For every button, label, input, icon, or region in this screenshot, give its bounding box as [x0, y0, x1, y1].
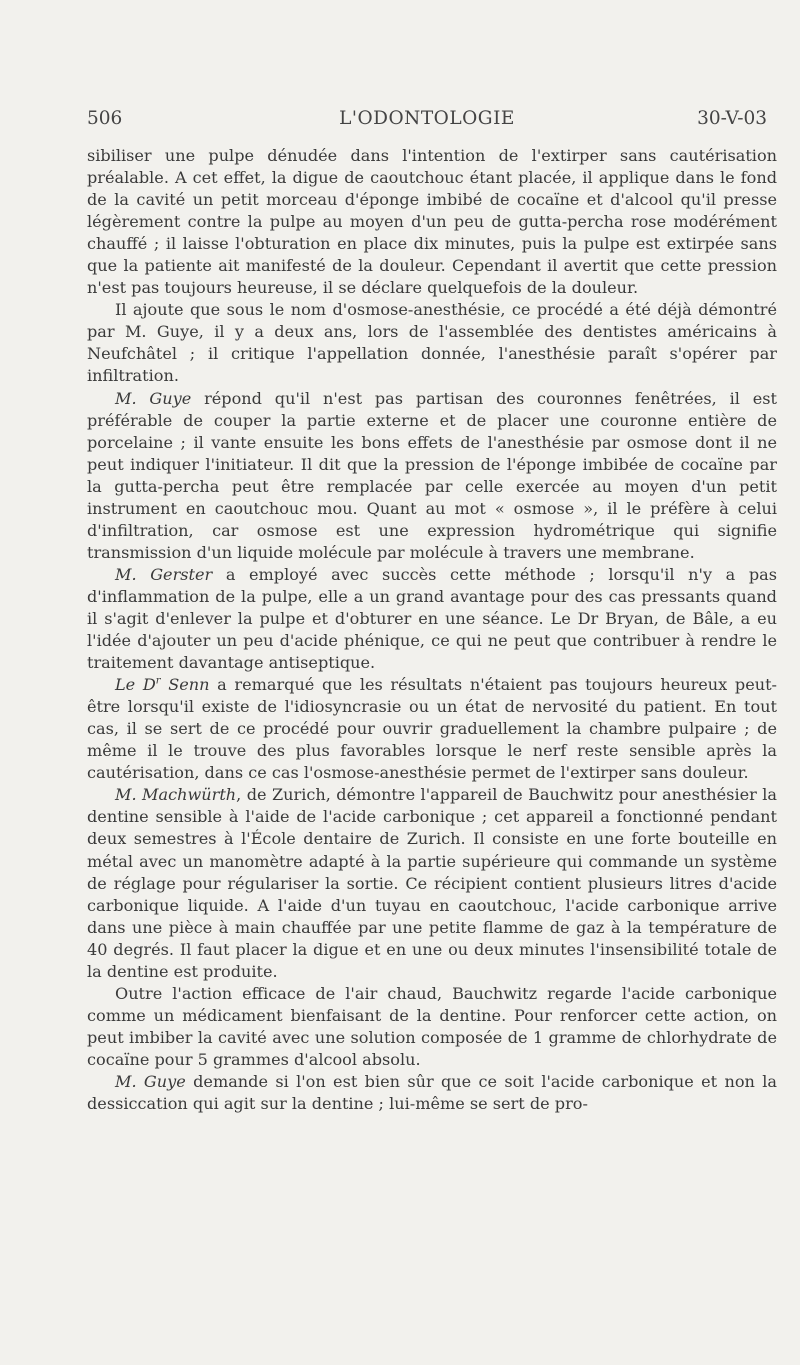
paragraph	[87, 564, 777, 674]
speaker-name: M. Guye	[115, 388, 192, 408]
paragraph-text: , de Zurich, démontre l'appareil de Bauchwitz pour anesthésier la dentine sensible à l'aide de l'acide carbonique ; cet appareil a fonctionné pendant deux semestres à l'École dentaire de Zurich. Il consiste en une forte bouteille en métal avec un manomètre adapté à la partie supérieure qui commande un système de réglage pour régulariser la sortie. Ce récipient contient plusieurs litres d'acide carbonique liquide. A l'aide d'un tuyau en caoutchouc, l'acide carbonique arrive dans une pièce à main chauffée par une petite flamme de gaz à la température de 40 degrés. Il faut placer la digue et en une ou deux minutes l'insensibilité totale de la dentine est produite.	[87, 785, 777, 981]
issue-date: 30-V-03	[697, 108, 767, 129]
paragraph	[87, 388, 777, 564]
speaker-name: M. Machwürth	[115, 785, 237, 805]
paragraph	[87, 784, 777, 982]
speaker-name: M. Gerster	[115, 564, 213, 584]
speaker-surname: Senn	[160, 675, 210, 695]
paragraph-text: sibiliser une pulpe dénudée dans l'intention de l'extirper sans cautérisation préalable. A cet effet, la digue de caoutchouc étant placée, il applique dans le fond de la cavité un petit morceau d'éponge imbibé de cocaïne et d'alcool qu'il presse légèrement contre la pulpe au moyen d'un peu de gutta-percha rose modérément chauffé ; il laisse l'obturation en place dix minutes, puis la pulpe est extirpée sans que la patiente ait manifesté de la douleur. Cependant il avertit que cette pression n'est pas toujours heureuse, il se déclare quelquefois de la douleur.	[87, 146, 777, 298]
paragraph-text: demande si l'on est bien sûr que ce soit l'acide carbonique et non la dessiccation qui agit sur la dentine ; lui-même se sert de pro-	[87, 1071, 777, 1114]
paragraph-text: Outre l'action efficace de l'air chaud, Bauchwitz regarde l'acide carbonique comme un médicament bienfaisant de la dentine. Pour renforcer cette action, on peut imbiber la cavité avec une solution composée de 1 gramme de chlorhydrate de cocaïne pour 5 grammes d'alcool absolu.	[87, 983, 777, 1069]
body-text	[87, 145, 777, 1115]
paragraph	[87, 674, 777, 784]
paragraph	[87, 145, 777, 299]
paragraph	[87, 983, 777, 1071]
speaker-name: Le D	[115, 675, 156, 695]
paragraph-text: a employé avec succès cette méthode ; lorsqu'il n'y a pas d'inflammation de la pulpe, elle a un grand avantage pour des cas pressants quand il s'agit d'enlever la pulpe et d'obturer en une séance. Le Dr Bryan, de Bâle, a eu l'idée d'ajouter un peu d'acide phénique, ce qui ne peut que contribuer à rendre le traitement davantage antiseptique.	[87, 564, 777, 673]
running-title: L'ODONTOLOGIE	[339, 108, 515, 129]
speaker-title-superscript: r	[155, 675, 161, 687]
paragraph-text: répond qu'il n'est pas partisan des couronnes fenêtrées, il est préférable de couper la partie externe et de placer une couronne entière de porcelaine ; il vante ensuite les bons effets de l'anesthésie par osmose dont il ne peut indiquer l'initiateur. Il dit que la pression de l'éponge imbibée de cocaïne par la gutta-percha peut être remplacée par celle exercée au moyen d'un petit instrument en caoutchouc mou. Quant au mot « osmose », il le préfère à celui d'infiltration, car osmose est une expression hydrométrique qui signifie transmission d'un liquide molécule par molécule à travers une membrane.	[87, 388, 777, 562]
running-header	[87, 108, 767, 134]
speaker-name: M. Guye	[115, 1071, 186, 1091]
paragraph-text: a remarqué que les résultats n'étaient pas toujours heureux peut-être lorsqu'il existe de l'idiosyncrasie ou un état de nervosité du patient. En tout cas, il se sert de ce procédé pour ouvrir graduellement la chambre pulpaire ; de même il le trouve des plus favorables lorsque le nerf reste sensible après la cautérisation, dans ce cas l'osmose-anesthésie permet de l'extirper sans douleur.	[87, 675, 777, 783]
paragraph	[87, 299, 777, 387]
page-number: 506	[87, 108, 123, 129]
paragraph	[87, 1071, 777, 1115]
paragraph-text: Il ajoute que sous le nom d'osmose-anesthésie, ce procédé a été déjà démontré par M. Guye, il y a deux ans, lors de l'assemblée des dentistes américains à Neufchâtel ; il critique l'appellation donnée, l'anesthésie paraît s'opérer par infiltration.	[87, 300, 777, 386]
